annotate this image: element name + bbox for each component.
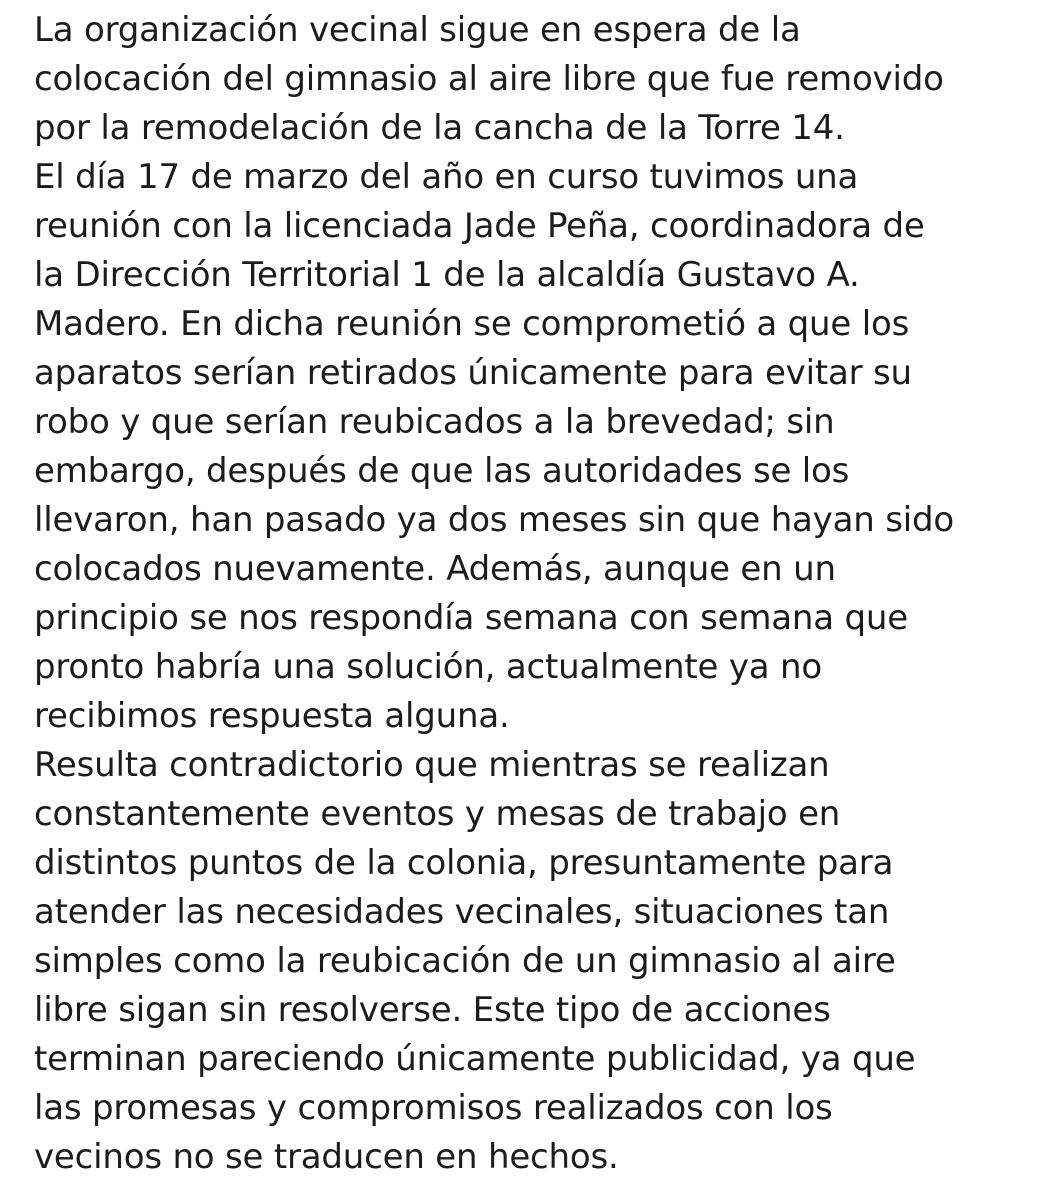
text-line: La organización vecinal sigue en espera de la bbox=[34, 10, 801, 50]
text-line: vecinos no se traducen en hechos. bbox=[34, 1137, 619, 1177]
text-line: terminan pareciendo únicamente publicidad, ya que bbox=[34, 1039, 916, 1079]
text-line: la Dirección Territorial 1 de la alcaldía Gustavo A. bbox=[34, 255, 860, 295]
text-line: reunión con la licenciada Jade Peña, coordinadora de bbox=[34, 206, 925, 246]
text-line: llevaron, han pasado ya dos meses sin que hayan sido bbox=[34, 500, 954, 540]
text-line: embargo, después de que las autoridades se los bbox=[34, 451, 850, 491]
text-line: El día 17 de marzo del año en curso tuvimos una bbox=[34, 157, 859, 197]
text-line: las promesas y compromisos realizados con los bbox=[34, 1088, 833, 1128]
text-line: distintos puntos de la colonia, presuntamente para bbox=[34, 843, 894, 883]
text-line: simples como la reubicación de un gimnasio al aire bbox=[34, 941, 896, 981]
text-line: robo y que serían reubicados a la brevedad; sin bbox=[34, 402, 835, 442]
text-line: principio se nos respondía semana con semana que bbox=[34, 598, 908, 638]
text-line: constantemente eventos y mesas de trabajo en bbox=[34, 794, 841, 834]
text-line: por la remodelación de la cancha de la Torre 14. bbox=[34, 108, 845, 148]
text-line: recibimos respuesta alguna. bbox=[34, 696, 510, 736]
text-line: Resulta contradictorio que mientras se realizan bbox=[34, 745, 830, 785]
document-text bbox=[34, 6, 1034, 1182]
text-line: Madero. En dicha reunión se comprometió a que los bbox=[34, 304, 910, 344]
text-line: colocados nuevamente. Además, aunque en un bbox=[34, 549, 836, 589]
text-line: atender las necesidades vecinales, situaciones tan bbox=[34, 892, 890, 932]
text-line: pronto habría una solución, actualmente ya no bbox=[34, 647, 822, 687]
text-line: libre sigan sin resolverse. Este tipo de acciones bbox=[34, 990, 831, 1030]
text-line: colocación del gimnasio al aire libre que fue removido bbox=[34, 59, 944, 99]
text-line: aparatos serían retirados únicamente para evitar su bbox=[34, 353, 912, 393]
